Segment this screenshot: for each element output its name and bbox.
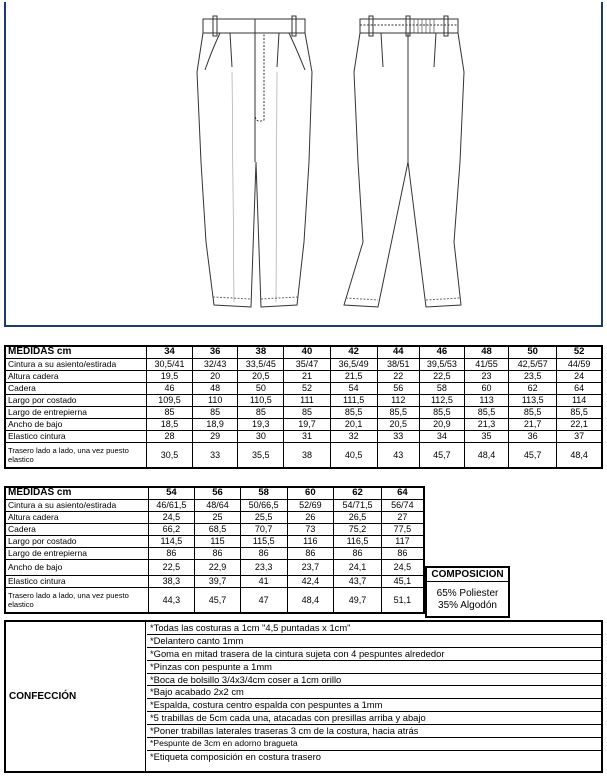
list-item: *Poner trabillas laterales traseras 3 cm de la costura, hacia atrás — [147, 725, 601, 738]
list-item: *Espalda, costura centro espalda con pespuntes a 1mm — [147, 699, 601, 712]
cell: 33 — [377, 430, 419, 442]
cell: 19,3 — [238, 418, 284, 430]
cell: 112 — [377, 394, 419, 406]
cell: 66,2 — [148, 523, 195, 535]
cell: 52/69 — [287, 499, 334, 511]
cell: 58 — [419, 382, 464, 394]
cell: 19,5 — [146, 370, 192, 382]
trousers-front-view — [197, 16, 312, 307]
cell: 85,5 — [509, 406, 557, 418]
cell: 86 — [148, 547, 195, 559]
cell: 111,5 — [330, 394, 377, 406]
table-row — [5, 523, 424, 535]
list-item: *Todas las costuras a 1cm "4,5 puntadas x 1cm" — [147, 622, 601, 635]
cell: 33,5/45 — [238, 358, 284, 370]
table-row — [5, 535, 424, 547]
cell: 85 — [284, 406, 330, 418]
technical-drawing-frame — [4, 2, 603, 327]
row-label: Elastico cintura — [5, 430, 146, 442]
cell: 19,7 — [284, 418, 330, 430]
cell: 49,7 — [334, 587, 382, 613]
cell: 30,5/41 — [146, 358, 192, 370]
trousers-back-view — [344, 16, 464, 307]
cell: 85 — [193, 406, 238, 418]
cell: 113 — [464, 394, 508, 406]
list-item: *Bajo acabado 2x2 cm — [147, 686, 601, 699]
composition-line: 65% Poliester — [436, 588, 499, 599]
cell: 112,5 — [419, 394, 464, 406]
row-label: Ancho de bajo — [5, 418, 146, 430]
cell: 52 — [284, 382, 330, 394]
cell: 22,5 — [419, 370, 464, 382]
cell: 38/51 — [377, 358, 419, 370]
cell: 86 — [287, 547, 334, 559]
cell: 48,4 — [287, 587, 334, 613]
cell: 29 — [193, 430, 238, 442]
cell: 48 — [193, 382, 238, 394]
cell: 20,9 — [419, 418, 464, 430]
cell: 86 — [195, 547, 241, 559]
composition-line: 35% Algodón — [438, 600, 497, 611]
measurements-table-sizes-54-64 — [4, 486, 425, 614]
table-row — [5, 418, 602, 430]
cell: 30,5 — [146, 442, 192, 468]
cell: 85 — [238, 406, 284, 418]
table-row — [5, 575, 424, 587]
measurements-table-sizes-34-52 — [4, 345, 603, 469]
cell: 110,5 — [238, 394, 284, 406]
cell: 56 — [377, 382, 419, 394]
cell: 48/64 — [195, 499, 241, 511]
cell: 114 — [557, 394, 602, 406]
cell: 32/43 — [193, 358, 238, 370]
list-item: *Etiqueta composición en costura trasero — [150, 750, 321, 762]
cell: 30 — [238, 430, 284, 442]
header-label: MEDIDAS cm — [5, 346, 146, 358]
cell: 48,4 — [557, 442, 602, 468]
cell: 31 — [284, 430, 330, 442]
cell: 24,5 — [148, 511, 195, 523]
cell: 35,5 — [238, 442, 284, 468]
confeccion-label: CONFECCIÓN — [6, 622, 146, 771]
cell: 20,5 — [377, 418, 419, 430]
cell: 85 — [146, 406, 192, 418]
row-label: Largo por costado — [5, 394, 146, 406]
cell: 70,7 — [240, 523, 287, 535]
cell: 40,5 — [330, 442, 377, 468]
cell: 54/71,5 — [334, 499, 382, 511]
cell: 85,5 — [330, 406, 377, 418]
cell: 36,5/49 — [330, 358, 377, 370]
table-row — [5, 430, 602, 442]
cell: 41/55 — [464, 358, 508, 370]
cell: 21,3 — [464, 418, 508, 430]
cell: 43 — [377, 442, 419, 468]
cell: 22,5 — [148, 559, 195, 575]
cell: 23 — [464, 370, 508, 382]
table-row — [5, 499, 424, 511]
cell: 23,3 — [240, 559, 287, 575]
list-item: *Pinzas con pespunte a 1mm — [147, 661, 601, 674]
size-header: 62 — [334, 487, 382, 499]
list-item: *Boca de bolsillo 3/4x3/4cm coser a 1cm orillo — [147, 674, 601, 687]
cell: 114,5 — [148, 535, 195, 547]
size-header: 58 — [240, 487, 287, 499]
cell: 45,7 — [509, 442, 557, 468]
cell: 36 — [509, 430, 557, 442]
cell: 46 — [146, 382, 192, 394]
size-header: 40 — [284, 346, 330, 358]
cell: 41 — [240, 575, 287, 587]
size-header: 50 — [509, 346, 557, 358]
cell: 116 — [287, 535, 334, 547]
list-item: *5 trabillas de 5cm cada una, atacadas con presillas arriba y abajo — [147, 712, 601, 725]
table-row — [5, 442, 602, 468]
cell: 22,9 — [195, 559, 241, 575]
size-header: 52 — [557, 346, 602, 358]
cell: 43,7 — [334, 575, 382, 587]
cell: 39,5/53 — [419, 358, 464, 370]
table-row — [5, 406, 602, 418]
cell: 54 — [330, 382, 377, 394]
cell: 21 — [284, 370, 330, 382]
cell: 21,7 — [509, 418, 557, 430]
cell: 24,5 — [381, 559, 424, 575]
cell: 44,3 — [148, 587, 195, 613]
table-row — [5, 559, 424, 575]
cell: 34 — [419, 430, 464, 442]
table-row — [5, 511, 424, 523]
cell: 50 — [238, 382, 284, 394]
cell: 26,5 — [334, 511, 382, 523]
cell: 45,7 — [195, 587, 241, 613]
cell: 64 — [557, 382, 602, 394]
table-header-row — [5, 346, 602, 358]
list-item: *Delantero canto 1mm — [147, 635, 601, 648]
cell: 44/59 — [557, 358, 602, 370]
cell: 50/66,5 — [240, 499, 287, 511]
cell: 24 — [557, 370, 602, 382]
cell: 51,1 — [381, 587, 424, 613]
cell: 85,5 — [419, 406, 464, 418]
row-label: Altura cadera — [5, 370, 146, 382]
cell: 24,1 — [334, 559, 382, 575]
cell: 45,7 — [419, 442, 464, 468]
header-label: MEDIDAS cm — [5, 487, 148, 499]
cell: 35 — [464, 430, 508, 442]
cell: 42,4 — [287, 575, 334, 587]
row-label: Ancho de bajo — [5, 559, 148, 575]
size-header: 46 — [419, 346, 464, 358]
cell: 20,5 — [238, 370, 284, 382]
cell: 23,7 — [287, 559, 334, 575]
cell: 110 — [193, 394, 238, 406]
row-label: Cadera — [5, 523, 148, 535]
cell: 77,5 — [381, 523, 424, 535]
size-header: 42 — [330, 346, 377, 358]
cell: 22,1 — [557, 418, 602, 430]
table-row — [5, 382, 602, 394]
cell: 56/74 — [381, 499, 424, 511]
size-header: 64 — [381, 487, 424, 499]
cell: 25 — [195, 511, 241, 523]
cell: 109,5 — [146, 394, 192, 406]
list-item: *Goma en mitad trasera de la cintura sujeta con 4 pespuntes alrededor — [147, 648, 601, 661]
size-header: 38 — [238, 346, 284, 358]
size-header: 56 — [195, 487, 241, 499]
size-header: 34 — [146, 346, 192, 358]
cell: 85,5 — [464, 406, 508, 418]
confeccion-items — [147, 622, 601, 763]
row-label: Elastico cintura — [5, 575, 148, 587]
row-label: Trasero lado a lado, una vez puesto elastico — [5, 587, 148, 613]
cell: 33 — [193, 442, 238, 468]
table-row — [5, 358, 602, 370]
trousers-technical-drawing — [6, 2, 601, 325]
table-row — [5, 370, 602, 382]
cell: 18,5 — [146, 418, 192, 430]
cell: 22 — [377, 370, 419, 382]
row-label: Largo de entrepierna — [5, 547, 148, 559]
cell: 20,1 — [330, 418, 377, 430]
cell: 25,5 — [240, 511, 287, 523]
cell: 113,5 — [509, 394, 557, 406]
cell: 46/61,5 — [148, 499, 195, 511]
cell: 20 — [193, 370, 238, 382]
table-row — [5, 394, 602, 406]
row-label: Trasero lado a lado, una vez puesto elastico — [5, 442, 146, 468]
table-row — [5, 547, 424, 559]
row-label: Largo por costado — [5, 535, 148, 547]
cell: 48,4 — [464, 442, 508, 468]
cell: 27 — [381, 511, 424, 523]
cell: 39,7 — [195, 575, 241, 587]
row-label: Cadera — [5, 382, 146, 394]
cell: 75,2 — [334, 523, 382, 535]
size-header: 54 — [148, 487, 195, 499]
size-header: 48 — [464, 346, 508, 358]
size-header: 36 — [193, 346, 238, 358]
cell: 38 — [284, 442, 330, 468]
cell: 60 — [464, 382, 508, 394]
cell: 86 — [334, 547, 382, 559]
size-header: 44 — [377, 346, 419, 358]
cell: 47 — [240, 587, 287, 613]
cell: 26 — [287, 511, 334, 523]
composition-box — [425, 566, 510, 618]
cell: 42,5/57 — [509, 358, 557, 370]
table-row — [5, 587, 424, 613]
cell: 37 — [557, 430, 602, 442]
cell: 85,5 — [377, 406, 419, 418]
row-label: Largo de entrepierna — [5, 406, 146, 418]
row-label: Altura cadera — [5, 511, 148, 523]
cell: 35/47 — [284, 358, 330, 370]
cell: 117 — [381, 535, 424, 547]
cell: 116,5 — [334, 535, 382, 547]
cell: 111 — [284, 394, 330, 406]
cell: 28 — [146, 430, 192, 442]
cell: 115,5 — [240, 535, 287, 547]
cell: 86 — [240, 547, 287, 559]
size-header: 60 — [287, 487, 334, 499]
cell: 32 — [330, 430, 377, 442]
cell: 86 — [381, 547, 424, 559]
confeccion-section — [4, 620, 603, 773]
cell: 85,5 — [557, 406, 602, 418]
table-header-row — [5, 487, 424, 499]
cell: 18,9 — [193, 418, 238, 430]
list-item: *Pespunte de 3cm en adorno bragueta — [147, 738, 601, 751]
cell: 21,5 — [330, 370, 377, 382]
cell: 23,5 — [509, 370, 557, 382]
row-label: Cintura a su asiento/estirada — [5, 358, 146, 370]
cell: 62 — [509, 382, 557, 394]
cell: 38,3 — [148, 575, 195, 587]
cell: 45,1 — [381, 575, 424, 587]
composition-title: COMPOSICION — [427, 568, 508, 582]
cell: 73 — [287, 523, 334, 535]
row-label: Cintura a su asiento/estirada — [5, 499, 148, 511]
cell: 68,5 — [195, 523, 241, 535]
cell: 115 — [195, 535, 241, 547]
